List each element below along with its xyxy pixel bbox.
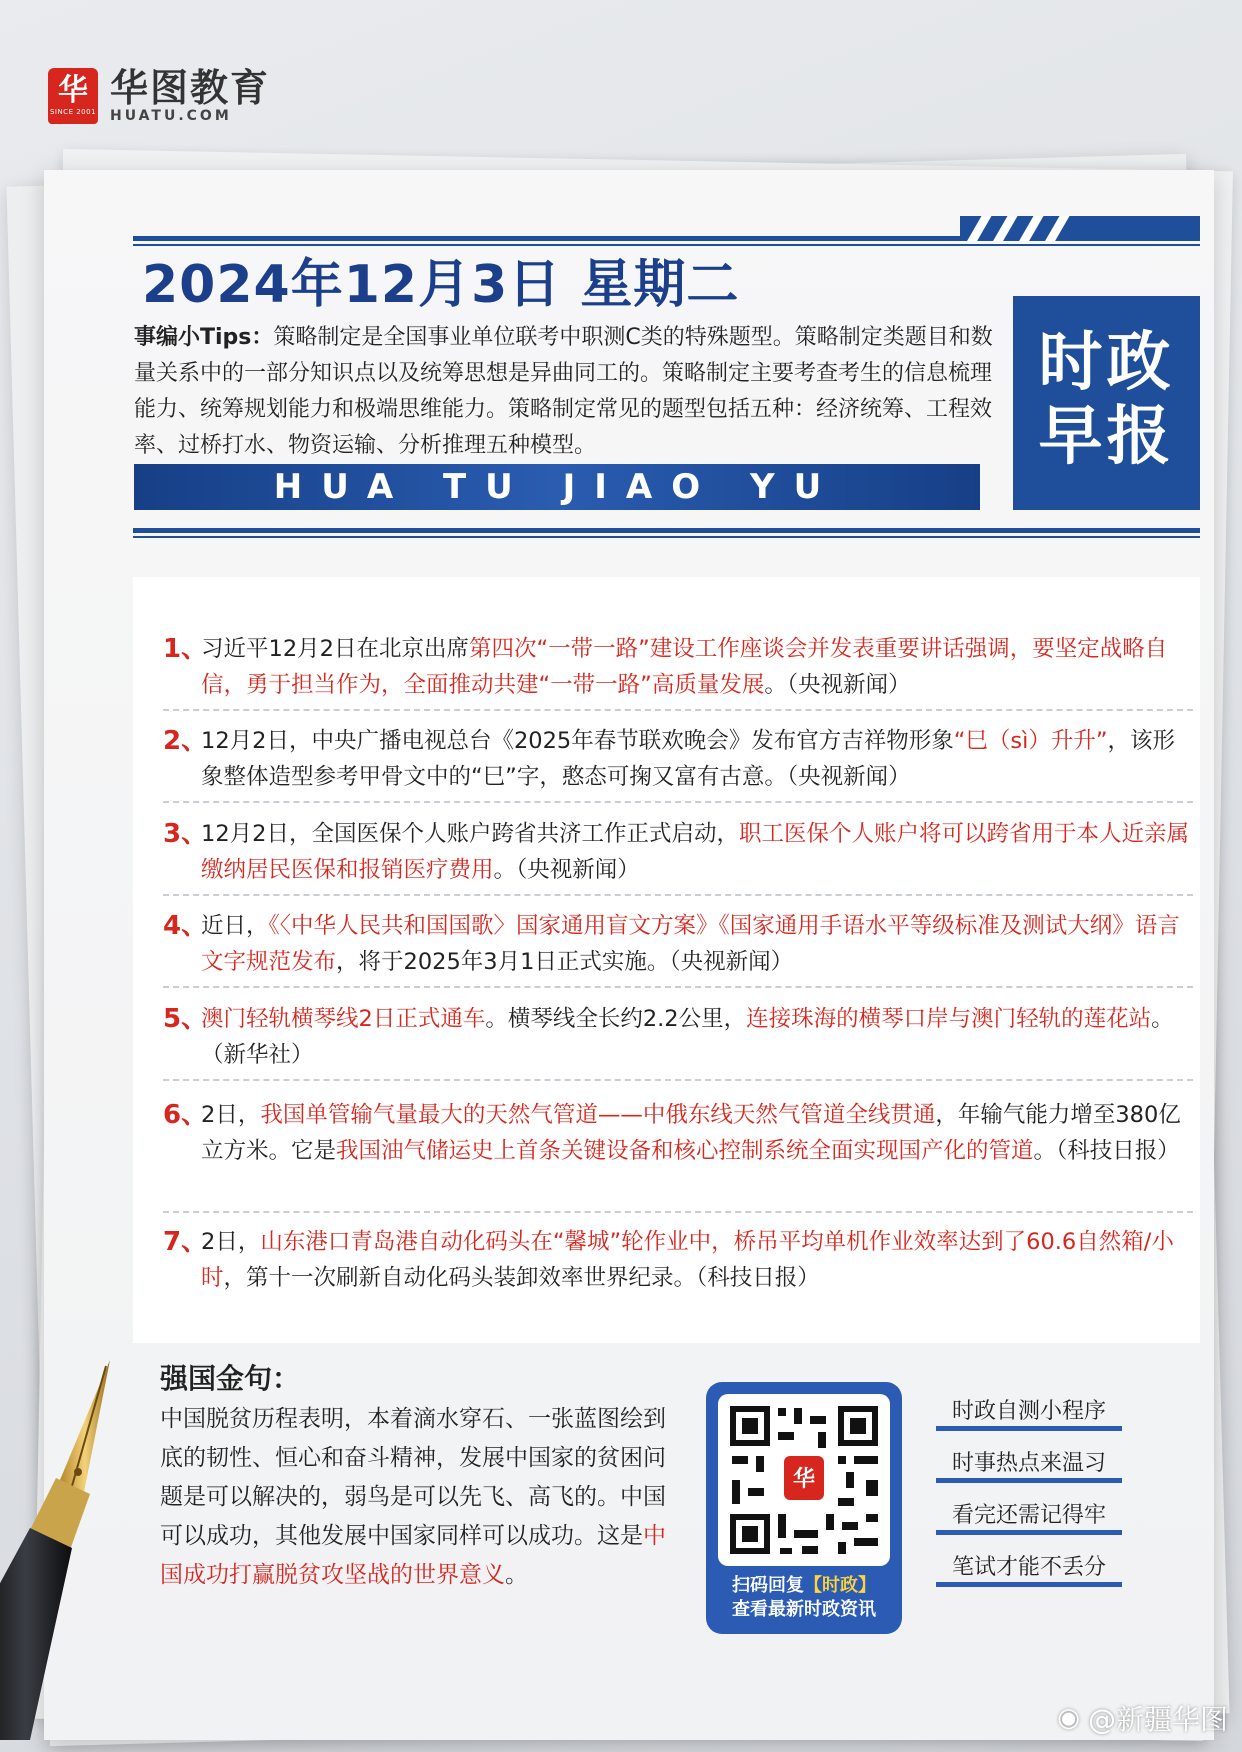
news-item-7	[163, 1224, 1193, 1304]
badge-line-1: 时政	[1038, 326, 1175, 400]
huatu-logo-icon	[48, 68, 98, 124]
news-source: 。（新华社）	[201, 1006, 1174, 1068]
promo-item-2	[936, 1449, 1122, 1479]
huatu-logo	[48, 68, 270, 124]
qr-caption	[706, 1574, 902, 1622]
news-item-6	[163, 1097, 1193, 1213]
qr-caption-keyword: 【时政】	[804, 1575, 876, 1596]
news-item-2	[163, 723, 1193, 803]
news-highlight: “巳（sì）升升”	[953, 728, 1108, 754]
badge-line-2: 早报	[1038, 400, 1175, 474]
weibo-icon: ◉	[1057, 1703, 1080, 1733]
news-text: 。横琴线全长约2.2公里，	[485, 1006, 747, 1032]
news-item-4	[163, 908, 1193, 988]
quote-text	[160, 1400, 680, 1595]
logo-since: SINCE 2001	[49, 108, 97, 116]
news-highlight: 职工医保个人账户将可以跨省用于本人近亲属缴纳居民医保和报销医疗费用	[201, 821, 1189, 883]
news-highlight: 我国油气储运史上首条关键设备和核心控制系统全面实现国产化的管道	[336, 1138, 1034, 1164]
date-title: 2024年12月3日 星期二	[142, 255, 740, 315]
news-text: 12月2日，全国医保个人账户跨省共济工作正式启动，	[201, 821, 739, 847]
news-item-1	[163, 631, 1193, 711]
promo-text: 笔试才能不丢分	[951, 1555, 1106, 1580]
svg-text:华: 华	[792, 1467, 816, 1492]
news-text: 2日，	[201, 1102, 261, 1128]
pinyin-band: HUA TU JIAO YU	[134, 464, 980, 510]
news-item-5	[163, 1001, 1193, 1081]
news-highlight: 连接珠海的横琴口岸与澳门轻轨的莲花站	[746, 1006, 1152, 1032]
promo-item-3	[936, 1501, 1122, 1531]
quote-text-end: 。	[505, 1562, 528, 1588]
news-number: 4、	[163, 911, 208, 941]
news-text: ，年输气能力增至380亿立方米。它是	[201, 1102, 1181, 1164]
header-top-rule	[133, 216, 1200, 242]
news-number: 3、	[163, 819, 208, 849]
logo-name-en: HUATU.COM	[110, 108, 232, 124]
news-source: 。（科技日报）	[1033, 1138, 1180, 1164]
fountain-pen-icon	[0, 1360, 120, 1740]
news-source: 。（央视新闻）	[493, 857, 640, 883]
promo-text: 时事热点来温习	[951, 1451, 1106, 1476]
news-highlight: 澳门轻轨横琴线2日正式通车	[201, 1006, 486, 1032]
promo-item-1	[936, 1397, 1122, 1427]
promo-text: 时政自测小程序	[951, 1399, 1106, 1424]
qr-caption-line1: 扫码回复	[732, 1575, 804, 1596]
news-item-3	[163, 816, 1193, 896]
news-source: ，第十一次刷新自动化码头装卸效率世界纪录。（科技日报）	[223, 1265, 820, 1291]
promo-item-4	[936, 1553, 1122, 1583]
news-badge	[1013, 296, 1200, 510]
news-number: 1、	[163, 634, 208, 664]
tips-paragraph	[134, 320, 1010, 464]
news-highlight: 《〈中华人民共和国国歌〉国家通用盲文方案》《国家通用手语水平等级标准及测试大纲》语言文字规范发布	[201, 913, 1180, 975]
header-bottom-rule-thin	[133, 536, 1200, 538]
news-text: 2日，	[201, 1229, 261, 1255]
news-highlight: 我国单管输气量最大的天然气管道——中俄东线天然气管道全线贯通	[260, 1102, 936, 1128]
qr-card[interactable]	[706, 1382, 902, 1634]
news-source: ，该形象整体造型参考甲骨文中的“巳”字，憨态可掬又富有古意。（央视新闻）	[201, 728, 1176, 790]
news-highlight: 第四次“一带一路”建设工作座谈会并发表重要讲话强调，要坚定战略自信，勇于担当作为，全面推动共建“一带一路”高质量发展	[201, 636, 1168, 698]
header-bottom-rule	[133, 528, 1200, 533]
logo-name-cn: 华图教育	[110, 66, 271, 110]
promo-text: 看完还需记得牢	[951, 1503, 1106, 1528]
quote-title: 强国金句：	[160, 1362, 301, 1395]
logo-mark-glyph: 华	[58, 73, 88, 108]
news-text: 12月2日，中央广播电视总台《2025年春节联欢晚会》发布官方吉祥物形象	[201, 728, 954, 754]
watermark-text: @新疆华图	[1087, 1703, 1228, 1736]
quote-text-plain: 中国脱贫历程表明，本着滴水穿石、一张蓝图绘到底的韧性、恒心和奋斗精神，发展中国家的贫困问题是可以解决的，弱鸟是可以先飞、高飞的。中国可以成功，其他发展中国家同样可以成功。这是	[160, 1406, 666, 1549]
news-number: 6、	[163, 1100, 208, 1130]
quote-text-highlight: 中国成功打赢脱贫攻坚战的世界意义	[160, 1523, 666, 1588]
tips-text: 策略制定是全国事业单位联考中职测C类的特殊题型。策略制定类题目和数量关系中的一部分知识点以及统筹思想是异曲同工的。策略制定主要考查考生的信息梳理能力、统筹规划能力和极端思维能力。策略制定常见的题型包括五种：经济统筹、工程效率、过桥打水、物资运输、分析推理五种模型。	[134, 325, 993, 458]
news-number: 2、	[163, 726, 208, 756]
news-number: 5、	[163, 1004, 208, 1034]
tips-label: 事编小Tips：	[134, 325, 274, 350]
news-text: 习近平12月2日在北京出席	[201, 636, 469, 662]
qr-code-icon[interactable]	[718, 1394, 890, 1566]
news-number: 7、	[163, 1227, 208, 1257]
news-source: ，将于2025年3月1日正式实施。（央视新闻）	[336, 949, 794, 975]
news-list	[133, 577, 1200, 1343]
news-text: 近日，	[201, 913, 269, 939]
news-highlight: 山东港口青岛港自动化码头在“馨城”轮作业中，桥吊平均单机作业效率达到了60.6自然箱/小时	[201, 1229, 1174, 1291]
qr-caption-line2: 查看最新时政资讯	[732, 1599, 876, 1620]
weibo-watermark	[1057, 1698, 1228, 1738]
news-source: 。（央视新闻）	[764, 672, 911, 698]
